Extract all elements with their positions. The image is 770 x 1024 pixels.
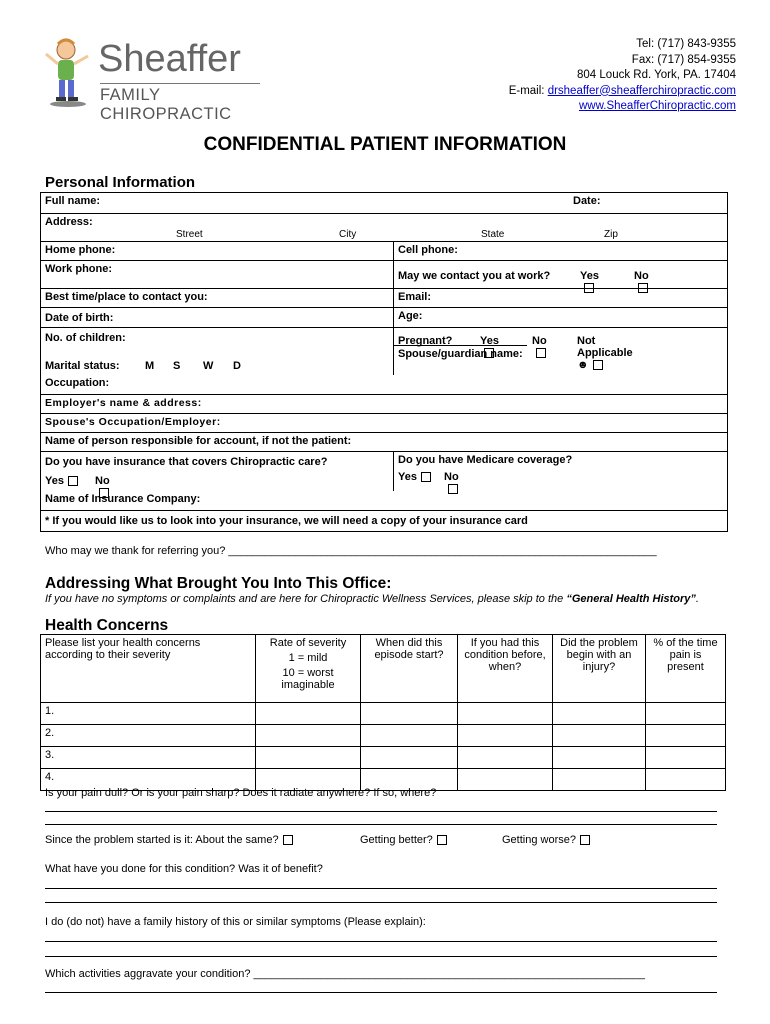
website-link[interactable]: www.SheafferChiropractic.com [578,100,736,112]
personal-form [40,192,728,532]
row-dob [41,307,727,327]
ins-company-label: Name of Insurance Company: [45,493,201,505]
health-heading: Health Concerns [45,617,169,634]
aggravate-question[interactable]: Which activities aggravate your condition? ________________________________________________________________ [45,968,646,980]
medicare-yes-checkbox[interactable] [421,472,431,482]
severity-cell[interactable] [256,703,361,725]
since-question [45,834,293,846]
contact-tel: Tel: (717) 843-9355 [636,38,736,50]
pregnant-label: Pregnant? [398,335,453,347]
employer-label: Employer's name & address: [45,397,202,409]
before-cell[interactable] [458,769,553,791]
since-label: Since the problem started is it: About the same? [45,834,279,846]
health-row [41,725,726,747]
row-ins-yesno [41,472,727,491]
severity-worst: 10 = worst imaginable [281,667,335,691]
marital-d[interactable]: D [233,360,241,372]
percent-cell[interactable] [646,769,726,791]
addressing-note [45,593,699,605]
answer-line[interactable] [45,941,717,942]
ins-no-label: No [95,475,110,487]
severity-cell[interactable] [256,747,361,769]
logo-name: Sheaffer [98,38,241,80]
before-cell[interactable] [458,703,553,725]
page-title: CONFIDENTIAL PATIENT INFORMATION [203,134,567,155]
street-label: Street [176,229,203,240]
severity-cell[interactable] [256,725,361,747]
row-occupation [41,375,727,394]
answer-line[interactable] [45,824,717,825]
address-label: Address: [45,216,93,228]
row-employer [41,394,727,413]
contact-work-label: May we contact you at work? [398,270,551,282]
cartoon-figure-icon [40,36,98,108]
date-label: Date: [573,195,601,207]
contact-block [509,37,736,115]
answer-line[interactable] [45,956,717,957]
col-start: When did this episode start? [361,635,458,703]
work-phone-label: Work phone: [45,263,113,275]
email-link[interactable]: drsheaffer@sheafferchiropractic.com [547,84,736,97]
percent-cell[interactable] [646,747,726,769]
note-prefix: If you have no symptoms or complaints and are here for Chiropractic Wellness Services, please skip to the [45,593,567,605]
health-header-row [41,635,726,703]
health-row [41,703,726,725]
row-ins-note [41,510,727,531]
severity-label: Rate of severity [269,637,347,649]
answer-line[interactable] [45,811,717,812]
answer-line[interactable] [45,888,717,889]
answer-line[interactable] [45,992,717,993]
better-option [360,834,447,846]
health-concerns-table [40,634,726,791]
contact-work-cell [393,261,649,288]
ins-note: * If you would like us to look into your insurance, we will need a copy of your insurance card [45,515,528,527]
home-phone-label: Home phone: [45,244,116,256]
better-label: Getting better? [360,834,433,846]
cell-phone-label: Cell phone: [393,242,462,260]
answer-line[interactable] [45,902,717,903]
health-row [41,747,726,769]
percent-cell[interactable] [646,703,726,725]
email-label: E-mail: [508,84,548,97]
better-checkbox[interactable] [437,835,447,845]
injury-cell[interactable] [553,725,646,747]
marital-cell [41,355,241,375]
work-yes-label: Yes [580,270,599,282]
marital-m[interactable]: M [145,360,155,372]
marital-w[interactable]: W [203,360,214,372]
medicare-no-label: No [444,471,459,483]
ins-yesno-cell [41,472,110,491]
note-bold: “General Health History” [566,593,696,605]
before-cell[interactable] [458,747,553,769]
contact-email-line [509,84,736,100]
state-label: State [481,229,505,240]
row-besttime [41,288,727,307]
ins-yes-checkbox[interactable] [68,476,78,486]
marital-s[interactable]: S [173,360,181,372]
city-label: City [339,229,357,240]
spouse-occupation-label: Spouse's Occupation/Employer: [45,416,221,428]
row-number[interactable]: 3. [41,747,256,769]
medicare-yesno-cell [393,469,459,491]
start-cell[interactable] [361,725,458,747]
col-percent: % of the time pain is present [646,635,726,703]
work-no-label: No [634,270,649,282]
preg-yes-label: Yes [480,335,499,347]
addressing-heading: Addressing What Brought You Into This Office: [45,575,392,592]
injury-cell[interactable] [553,703,646,725]
row-marital [41,348,727,375]
col-severity [256,635,361,703]
row-address [41,213,727,241]
marital-label: Marital status: [45,360,120,372]
age-label: Age: [393,307,426,327]
smiley-icon: ☻ [577,359,589,371]
injury-cell[interactable] [553,769,646,791]
medicare-yes-label: Yes [398,471,417,483]
personal-heading: Personal Information [45,174,196,191]
pain-question: Is your pain dull? Or is your pain sharp? Does it radiate anywhere? If so, where? [45,787,437,799]
logo [40,36,270,123]
start-cell[interactable] [361,747,458,769]
referral-question[interactable]: Who may we thank for referring you? ______________________________________________________________________ [45,545,657,557]
row-insurance [41,451,727,472]
family-question: I do (do not) have a family history of this or similar symptoms (Please explain): [45,916,426,928]
worse-label: Getting worse? [502,834,576,846]
row-number[interactable]: 2. [41,725,256,747]
row-workphone [41,260,727,288]
row-responsible [41,432,727,451]
before-cell[interactable] [458,725,553,747]
children-label: No. of children: [45,332,126,344]
zip-label: Zip [604,229,618,240]
logo-divider [100,83,260,84]
best-time-label: Best time/place to contact you: [45,291,208,303]
spouse-name-label: Spouse/guardian name: [393,345,527,375]
not-applicable-label: Not Applicable [577,335,633,359]
severity-mild: 1 = mild [288,652,328,664]
occupation-label: Occupation: [45,377,110,389]
col-injury: Did the problem begin with an injury? [553,635,646,703]
dob-label: Date of birth: [45,312,114,324]
responsible-label: Name of person responsible for account, if not the patient: [45,435,352,447]
note-suffix: . [695,593,699,605]
row-homephone [41,241,727,260]
fullname-label: Full name: [45,195,101,207]
email-field-label: Email: [393,289,435,307]
row-number[interactable]: 4. [41,769,256,791]
col-before: If you had this condition before, when? [458,635,553,703]
percent-cell[interactable] [646,725,726,747]
start-cell[interactable] [361,703,458,725]
row-ins-company [41,491,727,510]
worse-option [502,834,590,846]
injury-cell[interactable] [553,747,646,769]
insurance-question: Do you have insurance that covers Chiropractic care? [45,456,328,468]
row-number[interactable]: 1. [41,703,256,725]
worse-checkbox[interactable] [580,835,590,845]
done-question: What have you done for this condition? Was it of benefit? [45,863,323,875]
ins-yes-label: Yes [45,475,64,487]
col-concerns: Please list your health concerns according to their severity [41,635,256,703]
same-checkbox[interactable] [283,835,293,845]
medicare-question: Do you have Medicare coverage? [393,452,576,472]
contact-fax: Fax: (717) 854-9355 [631,53,736,66]
row-spouse-occ [41,413,727,432]
row-fullname [41,193,727,213]
contact-address: 804 Louck Rd. York, PA. 17404 [577,69,736,81]
logo-subtitle: FAMILY CHIROPRACTIC [100,86,232,123]
preg-no-label: No [532,335,547,347]
